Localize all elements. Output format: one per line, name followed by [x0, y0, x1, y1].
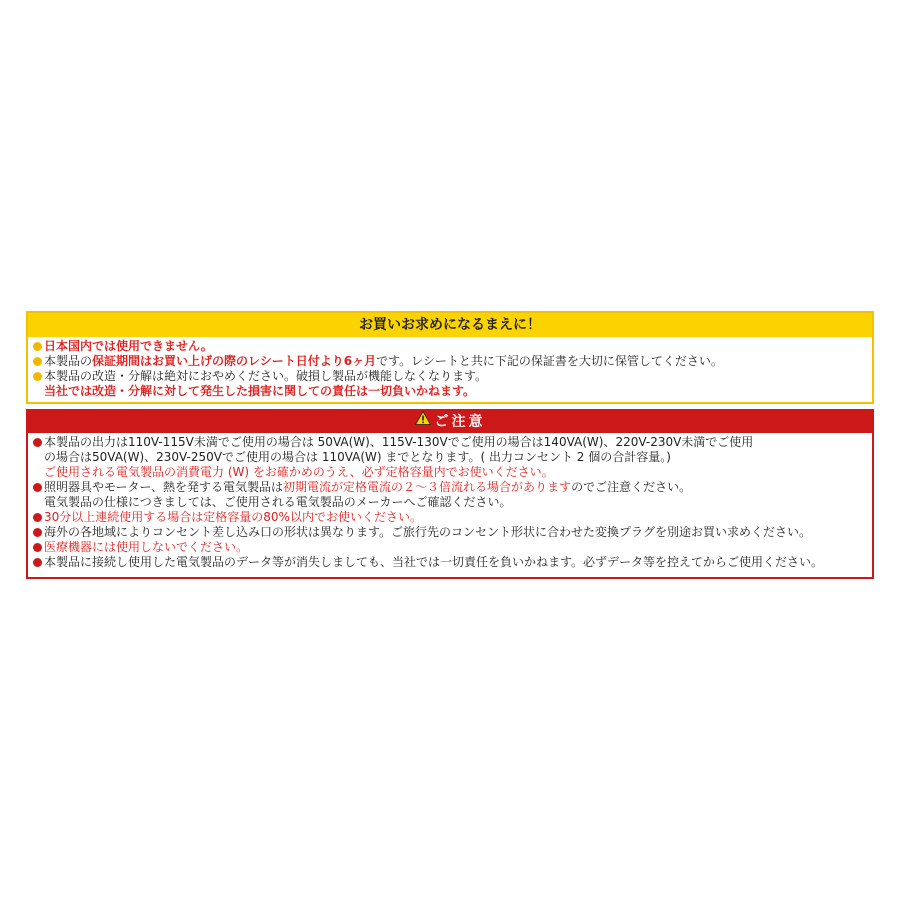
circle-bullet-icon: [33, 438, 42, 447]
circle-bullet-icon: [33, 528, 42, 537]
no-modification-text: 本製品の改造・分解は絶対におやめください。破損し製品が機能しなくなります。: [44, 369, 488, 383]
inrush-prefix: 照明器具やモーター、熱を発する電気製品は: [44, 480, 284, 494]
list-item-note: [32, 495, 866, 510]
list-item: [32, 480, 866, 495]
before-purchase-panel: [26, 311, 874, 404]
circle-bullet-icon: [33, 372, 42, 381]
list-item: [32, 540, 866, 555]
warranty-suffix: です。レシートと共に下記の保証書を大切に保管してください。: [376, 354, 723, 368]
circle-bullet-icon: [33, 342, 42, 351]
list-item: [32, 339, 866, 354]
list-item-note: [32, 384, 866, 399]
before-purchase-title: お買いお求めになるまえに！: [28, 313, 872, 337]
list-item: [32, 354, 866, 369]
list-item-continuation: [32, 450, 866, 465]
inrush-current-line: [44, 480, 691, 495]
before-purchase-list: [28, 337, 872, 399]
output-capacity-line1: 本製品の出力は110V-115V未満でご使用の場合は 50VA(W)、115V-130Vでご使用の場合は140VA(W)、220V-230V未満でご使用: [44, 435, 754, 449]
caution-title: ご注意: [434, 414, 486, 430]
inrush-suffix: のでご注意ください。: [571, 480, 692, 494]
power-consumption-note: ご使用される電気製品の消費電力 (W) をお確かめのうえ、必ず定格容量内でお使いください。: [44, 465, 554, 479]
circle-bullet-icon: [33, 513, 42, 522]
warranty-line: [44, 354, 723, 369]
manufacturer-check-note: 電気製品の仕様につきましては、ご使用される電気製品のメーカーへご確認ください。: [44, 495, 512, 509]
warranty-period: 保証期間はお買い上げの際のレシート日付より6ヶ月: [92, 354, 377, 368]
domestic-use-warning: 日本国内では使用できません。: [44, 339, 213, 353]
list-item: [32, 510, 866, 525]
outlet-shape-text: 海外の各地域によりコンセント差し込み口の形状は異なります。ご旅行先のコンセント形状に合わせた変換プラグを別途お買い求めください。: [44, 525, 812, 539]
circle-bullet-icon: [33, 558, 42, 567]
medical-device-text: 医療機器には使用しないでください。: [44, 540, 249, 554]
inrush-highlight: 初期電流が定格電流の２～３倍流れる場合があります: [283, 480, 572, 494]
list-item-note: [32, 465, 866, 480]
circle-bullet-icon: [33, 483, 42, 492]
list-item: [32, 369, 866, 384]
list-item: [32, 555, 866, 570]
circle-bullet-icon: [33, 543, 42, 552]
warranty-prefix: 本製品の: [44, 354, 93, 368]
continuous-use-text: 30分以上連続使用する場合は定格容量の80%以内でお使いください。: [44, 510, 422, 524]
caution-panel: [26, 409, 874, 579]
circle-bullet-icon: [33, 357, 42, 366]
data-loss-text: 本製品に接続し使用した電気製品のデータ等が消失しましても、当社では一切責任を負いかねます。必ずデータ等を控えてからご使用ください。: [44, 555, 824, 569]
output-capacity-line2: の場合は50VA(W)、230V-250Vでご使用の場合は 110VA(W) までとなります。( 出力コンセント 2 個の合計容量。): [44, 450, 671, 464]
caution-list: [28, 433, 872, 570]
warning-triangle-icon: [415, 410, 431, 432]
list-item: [32, 435, 866, 450]
caution-header: [28, 411, 872, 433]
list-item: [32, 525, 866, 540]
liability-note: 当社では改造・分解に対して発生した損害に関しての責任は一切負いかねます。: [44, 384, 476, 398]
